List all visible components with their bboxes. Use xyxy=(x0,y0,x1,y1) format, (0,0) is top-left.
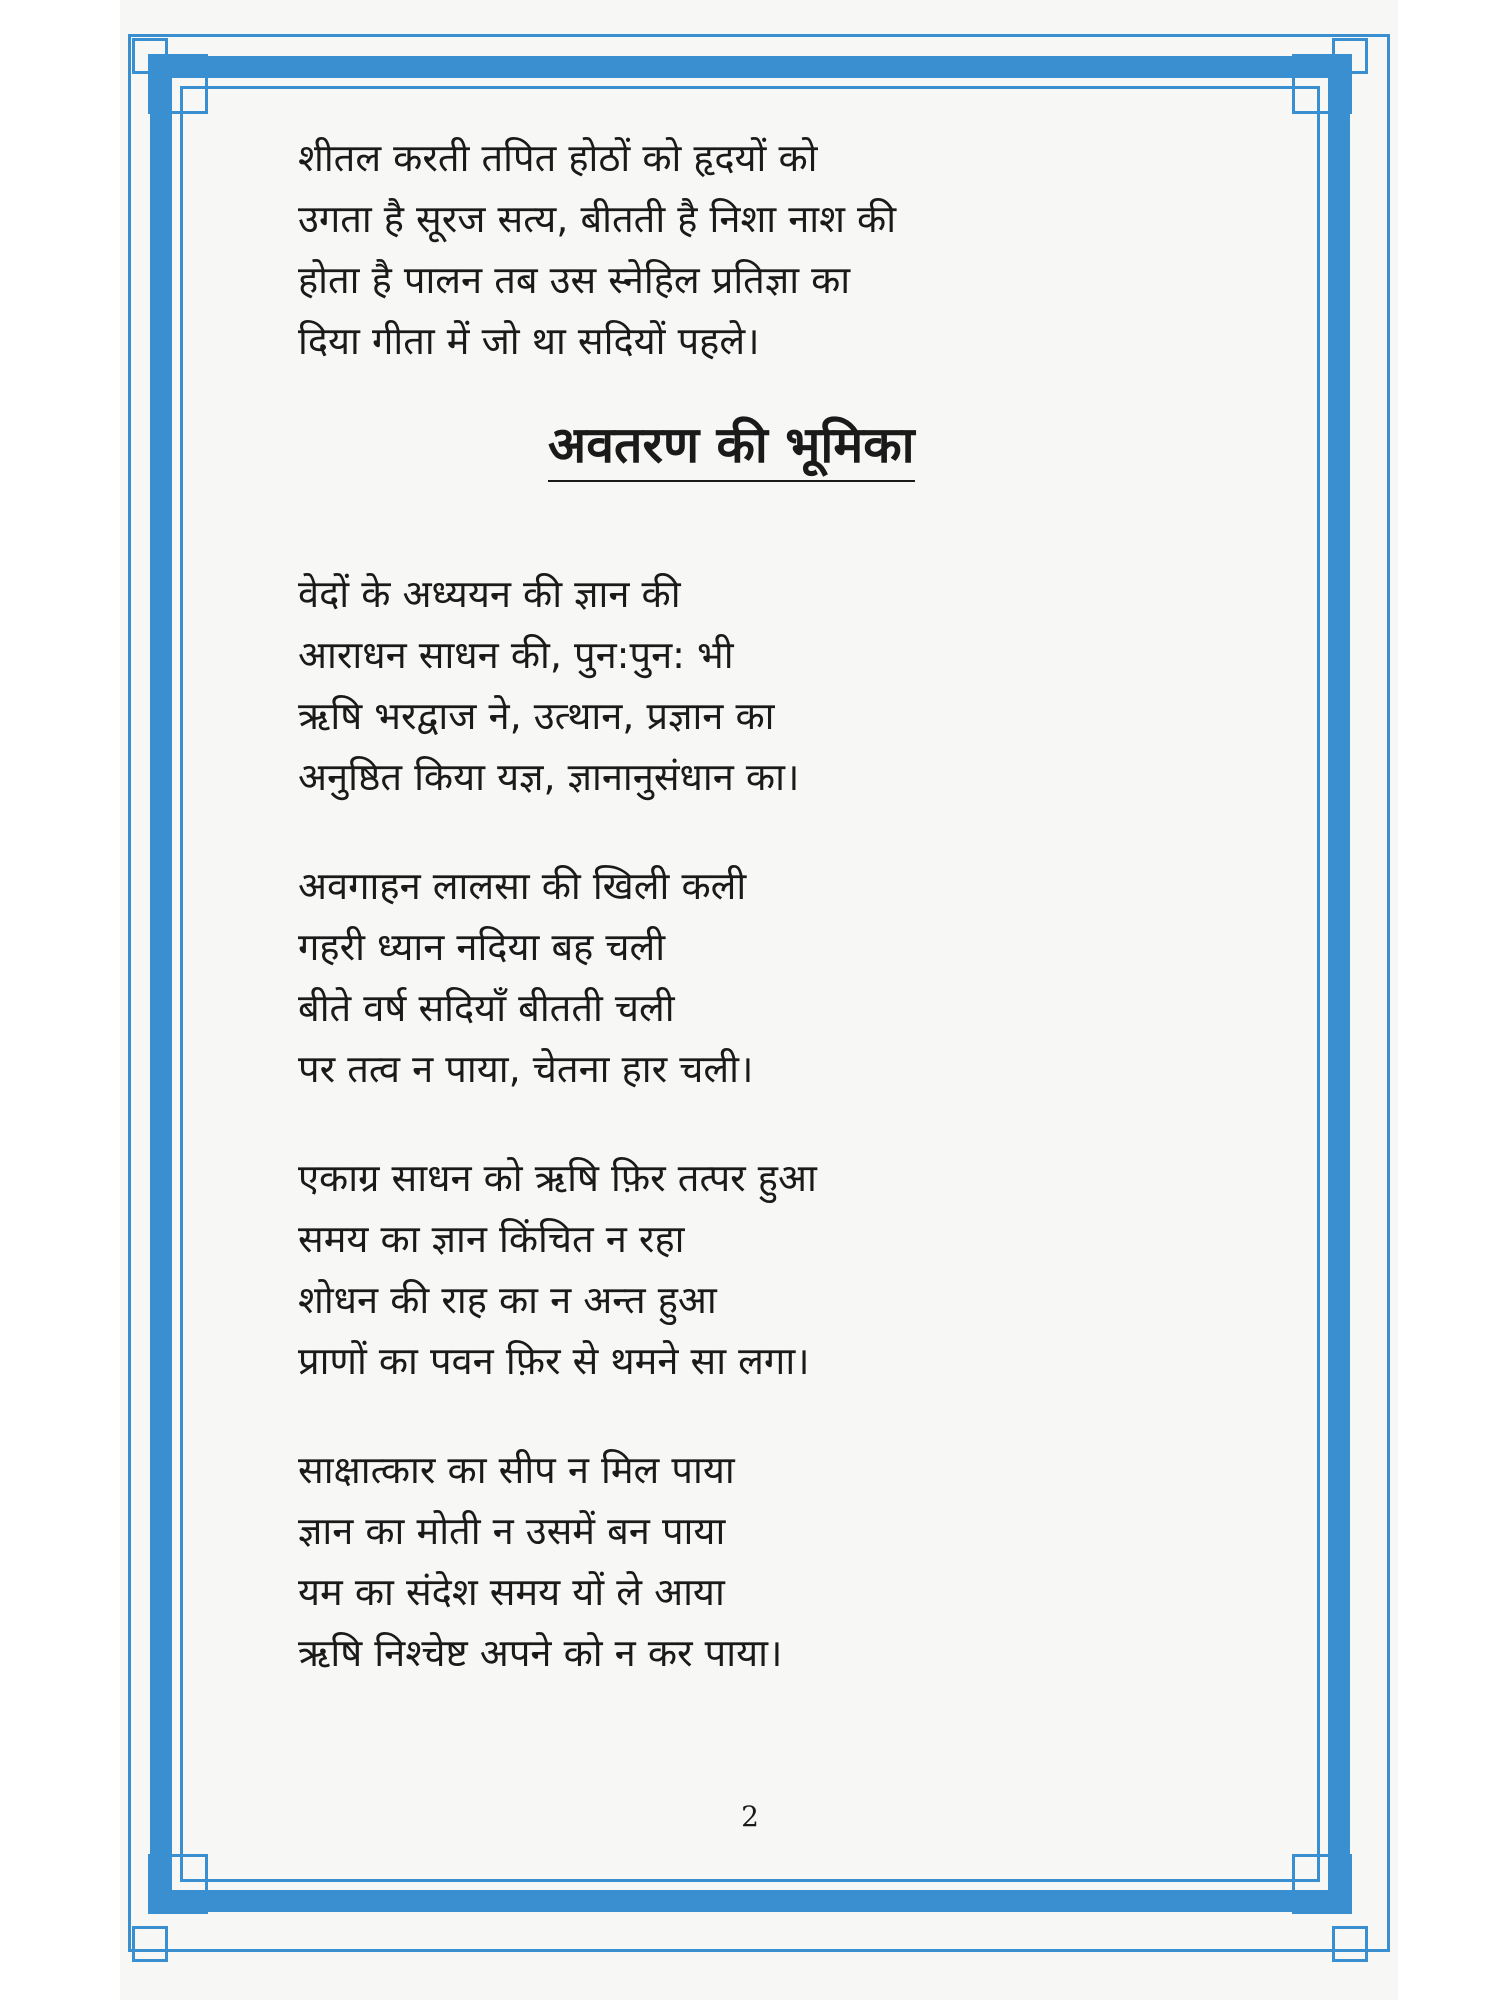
verse-line: अवगाहन लालसा की खिली कली xyxy=(298,864,747,908)
verse-line: गहरी ध्यान नदिया बह चली xyxy=(298,925,666,969)
page-number: 2 xyxy=(741,1800,759,1833)
verse-line: शोधन की राह का न अन्त हुआ xyxy=(298,1278,717,1322)
poem-body xyxy=(298,128,1258,1732)
verse-line: वेदों के अध्ययन की ज्ञान की xyxy=(298,572,681,616)
verse-line: बीते वर्ष सदियाँ बीतती चली xyxy=(298,986,675,1030)
section-heading: अवतरण की भूमिका xyxy=(548,412,915,482)
stanza xyxy=(298,564,1258,808)
verse-line: आराधन साधन की, पुन:पुन: भी xyxy=(298,633,734,677)
verse-line: साक्षात्कार का सीप न मिल पाया xyxy=(298,1448,735,1492)
opening-stanza xyxy=(298,128,1258,372)
verse-line: समय का ज्ञान किंचित न रहा xyxy=(298,1217,685,1261)
verse-line: शीतल करती तपित होठों को हृदयों को xyxy=(298,136,818,180)
verse-line: एकाग्र साधन को ऋषि फ़िर तत्पर हुआ xyxy=(298,1156,817,1200)
stanza xyxy=(298,1148,1258,1392)
verse-line: उगता है सूरज सत्य, बीतती है निशा नाश की xyxy=(298,197,897,241)
verse-line: दिया गीता में जो था सदियों पहले। xyxy=(298,319,760,363)
verse-line: यम का संदेश समय यों ले आया xyxy=(298,1570,725,1614)
stanza xyxy=(298,856,1258,1100)
verse-line: ऋषि निश्चेष्ट अपने को न कर पाया। xyxy=(298,1631,783,1675)
stanza xyxy=(298,1440,1258,1684)
verse-line: प्राणों का पवन फ़िर से थमने सा लगा। xyxy=(298,1339,810,1383)
verse-line: अनुष्ठित किया यज्ञ, ज्ञानानुसंधान का। xyxy=(298,755,800,799)
verse-line: ज्ञान का मोती न उसमें बन पाया xyxy=(298,1509,726,1553)
verse-line: ऋषि भरद्वाज ने, उत्थान, प्रज्ञान का xyxy=(298,694,775,738)
verse-line: पर तत्व न पाया, चेतना हार चली। xyxy=(298,1047,754,1091)
verse-line: होता है पालन तब उस स्नेहिल प्रतिज्ञा का xyxy=(298,258,851,302)
